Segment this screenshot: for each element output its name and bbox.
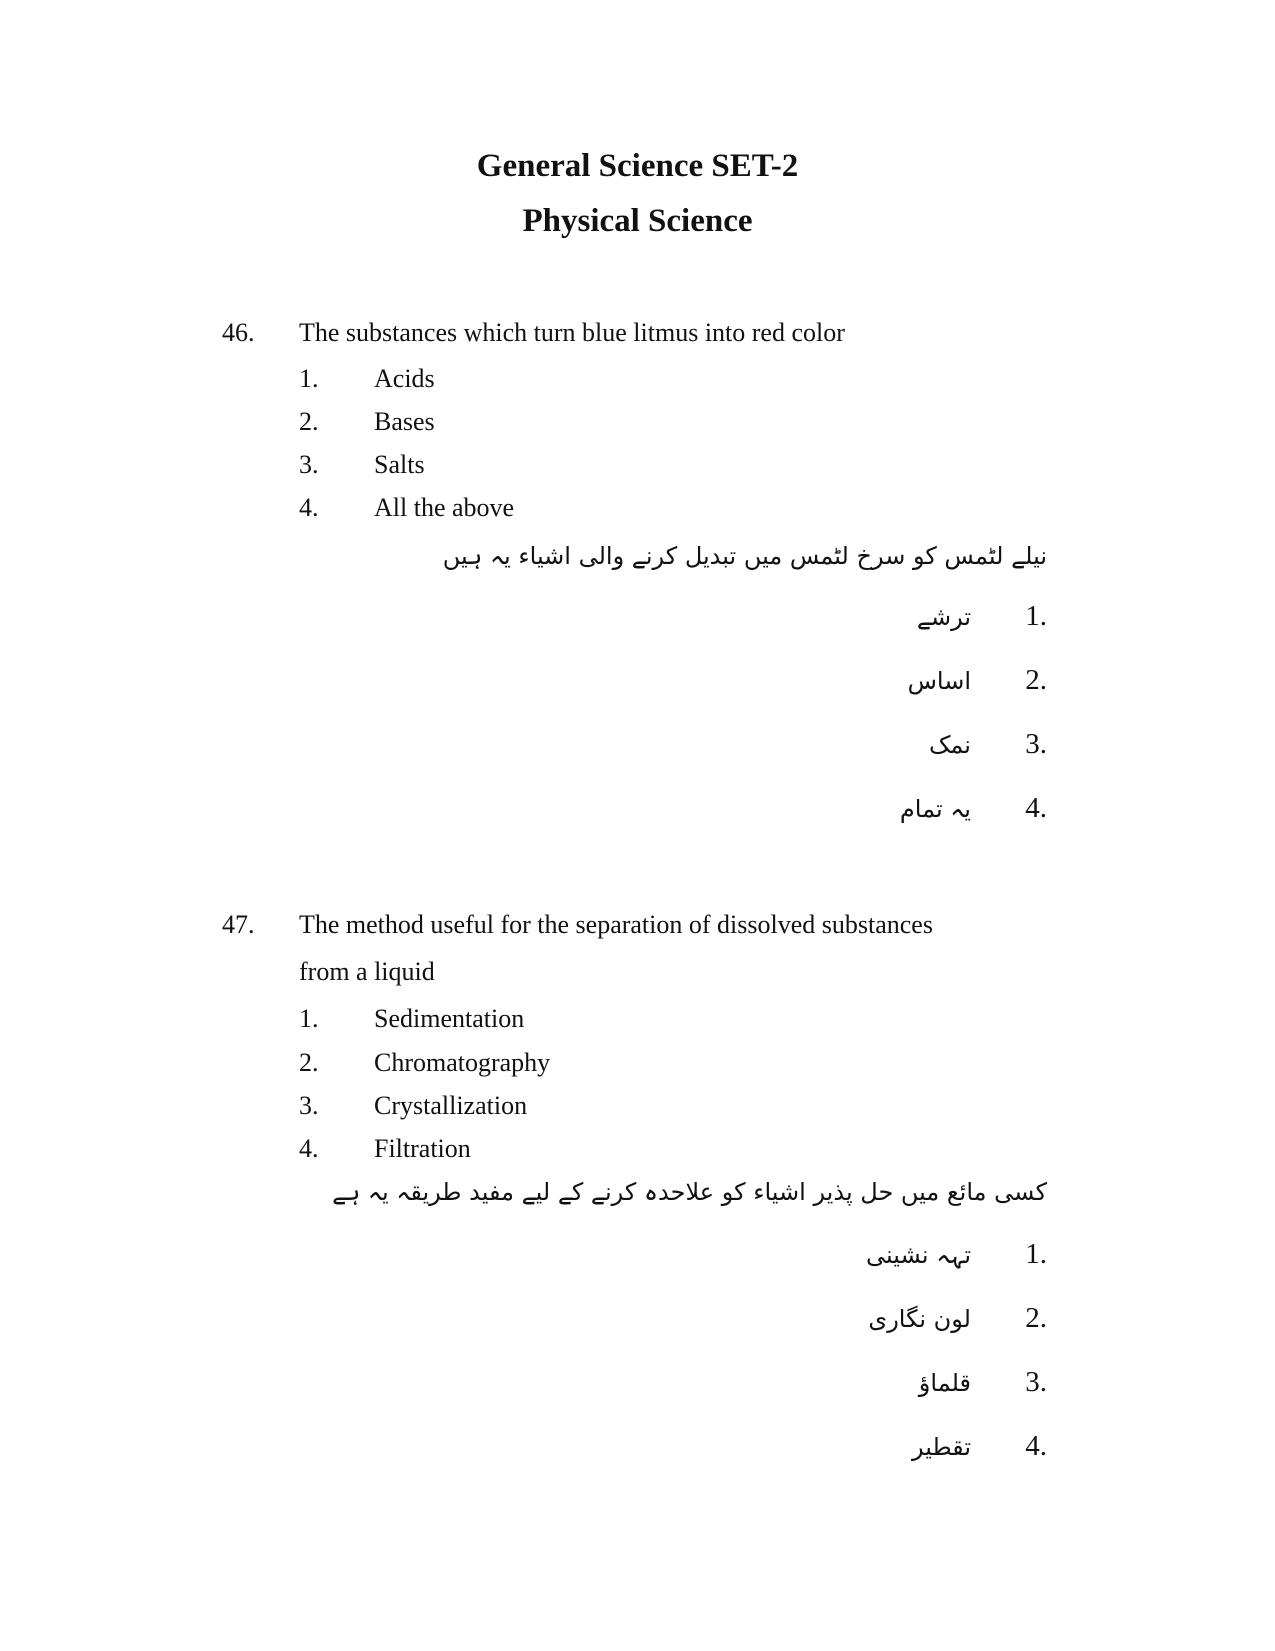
urdu-option-number: 4. (1025, 792, 1047, 824)
urdu-option (866, 1238, 1047, 1271)
option-number: 2. (299, 1048, 319, 1077)
option-label: Chromatography (374, 1048, 551, 1077)
question-number: 47. (222, 910, 255, 939)
urdu-option (917, 600, 1047, 633)
urdu-option (908, 664, 1047, 697)
urdu-option (868, 1302, 1047, 1335)
question-text: The method useful for the separation of dissolved substances (299, 910, 933, 939)
option-label: All the above (374, 493, 515, 522)
urdu-option-number: 1. (1025, 1238, 1047, 1270)
option-number: 2. (299, 407, 319, 436)
urdu-option-number: 4. (1025, 1430, 1047, 1462)
option-label: Crystallization (374, 1091, 528, 1120)
urdu-option (919, 1366, 1047, 1399)
urdu-option (929, 728, 1047, 761)
question-text-continued: from a liquid (299, 957, 435, 986)
option-number: 3. (299, 450, 319, 479)
urdu-option-label: یہ تمام (899, 795, 971, 823)
option-number: 4. (299, 1134, 319, 1163)
option-label: Filtration (374, 1134, 471, 1163)
urdu-option-label: تقطیر (912, 1433, 971, 1461)
urdu-option-label: تہہ نشینی (865, 1241, 971, 1269)
urdu-option-number: 1. (1025, 600, 1047, 632)
option-label: Bases (374, 407, 435, 436)
option-number: 4. (299, 493, 319, 522)
option-number: 1. (299, 364, 319, 393)
urdu-option-number: 3. (1025, 1366, 1047, 1398)
urdu-option-label: لون نگاری (868, 1305, 971, 1333)
urdu-question-text: نیلے لٹمس کو سرخ لٹمس میں تبدیل کرنے والی اشیاء یہ ہیں (442, 542, 1047, 570)
option-label: Salts (374, 450, 425, 479)
urdu-option (912, 1430, 1047, 1463)
question-number: 46. (222, 318, 255, 347)
urdu-option-label: نمک (928, 731, 971, 759)
urdu-option-label: ترشے (916, 603, 971, 631)
urdu-option-label: قلماؤ (918, 1369, 971, 1397)
option-number: 3. (299, 1091, 319, 1120)
urdu-question-text: کسی مائع میں حل پذیر اشیاء کو علاحدہ کرنے کے لیے مفید طریقہ یہ ہے (332, 1178, 1047, 1206)
question-text: The substances which turn blue litmus into red color (299, 318, 845, 347)
page-subtitle: Physical Science (522, 203, 753, 239)
option-label: Acids (374, 364, 435, 393)
urdu-option (900, 792, 1047, 825)
option-number: 1. (299, 1004, 319, 1033)
urdu-option-label: اساس (907, 667, 971, 695)
urdu-option-number: 3. (1025, 728, 1047, 760)
urdu-option-number: 2. (1025, 664, 1047, 696)
option-label: Sedimentation (374, 1004, 525, 1033)
page-title: General Science SET-2 (476, 148, 799, 184)
urdu-option-number: 2. (1025, 1302, 1047, 1334)
